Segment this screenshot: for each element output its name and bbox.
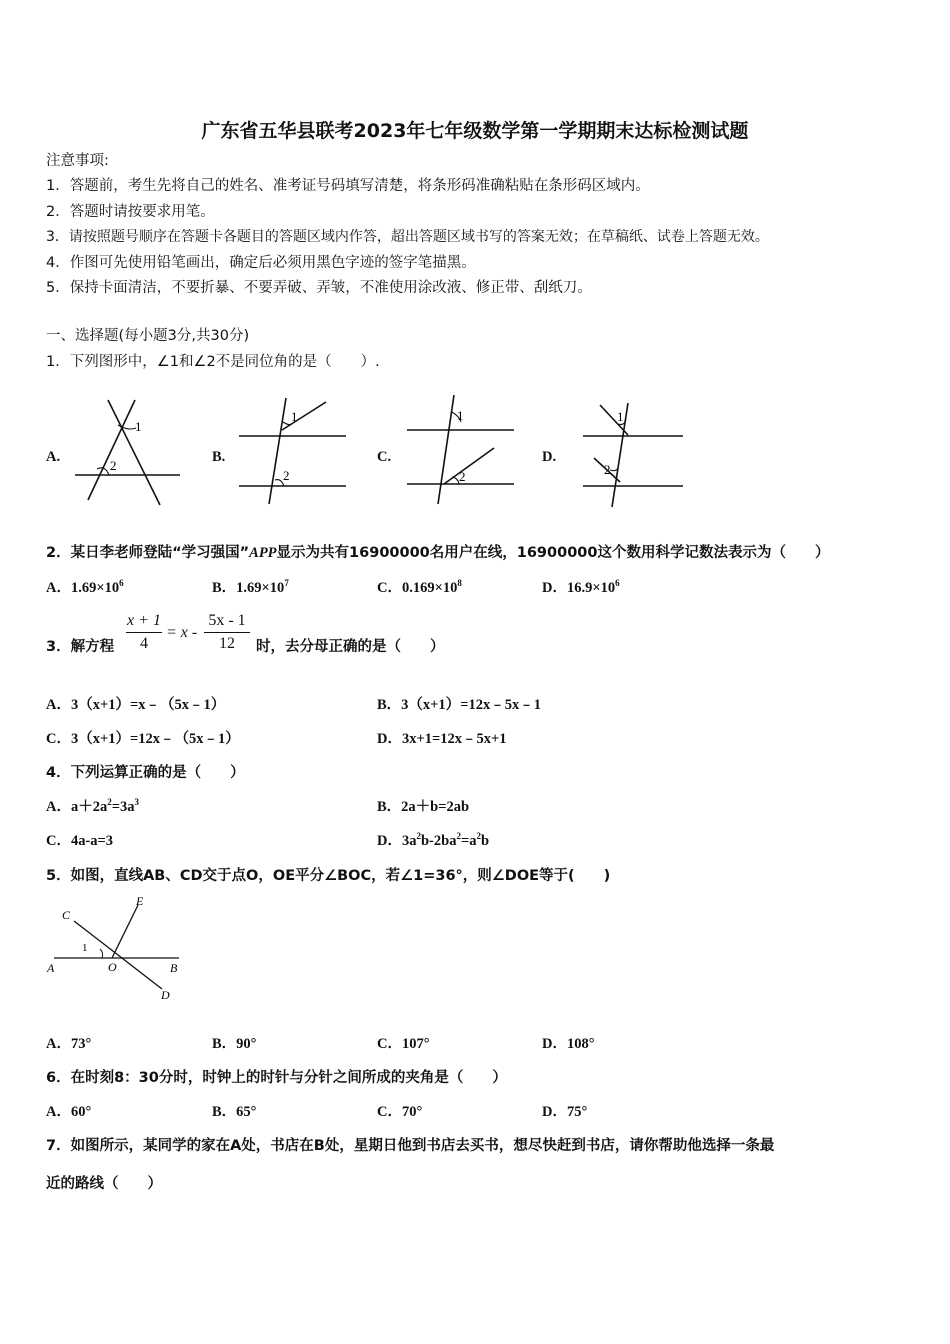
- page-title: 广东省五华县联考2023年七年级数学第一学期期末达标检测试题: [201, 120, 749, 142]
- q3-stem-post: 时，去分母正确的是（ ）: [256, 639, 445, 655]
- q1c-angle-1: 1: [457, 408, 464, 423]
- q6-option-d[interactable]: D．75°: [542, 1104, 588, 1120]
- q1b-angle-1: 1: [291, 409, 298, 424]
- q1-figure-d: [580, 400, 690, 510]
- q1-figure-c: [404, 392, 519, 507]
- q3-option-c[interactable]: C．3（x+1）=12x﹣（5x﹣1）: [46, 731, 240, 747]
- q3-equals: = x -: [166, 624, 198, 641]
- q1a-angle-2: 2: [110, 458, 117, 473]
- notice-item-4: 4．作图可先使用铅笔画出，确定后必须用黑色字迹的签字笔描黑。: [46, 255, 476, 271]
- q3-option-a[interactable]: A．3（x+1）=x﹣（5x﹣1）: [46, 697, 226, 713]
- q4-option-d[interactable]: D．$3a^2b-2ba^2=a^2b$: [377, 831, 490, 849]
- q7-stem-line1: 7．如图所示，某同学的家在A处，书店在B处，星期日他到书店去买书，想尽快赶到书店，请你帮助他选择一条最: [46, 1138, 775, 1154]
- q4-option-c[interactable]: C．4a-a=3: [46, 833, 114, 849]
- q3-option-b[interactable]: B．3（x+1）=12x﹣5x﹣1: [377, 697, 541, 713]
- q5-option-a[interactable]: A．73°: [46, 1036, 92, 1052]
- q5-label-1: 1: [82, 942, 88, 954]
- q2-stem: 2．某日李老师登陆“学习强国”APP显示为共有16900000名用户在线，16900000这个数用科学记数法表示为（ ）: [46, 545, 830, 561]
- q5-label-e: E: [136, 894, 144, 908]
- q5-label-d: D: [161, 988, 170, 1002]
- q1-option-c[interactable]: C.: [377, 449, 392, 465]
- q1-stem: 1．下列图形中，∠1和∠2不是同位角的是（ ）.: [46, 354, 380, 370]
- q5-option-b[interactable]: B．90°: [212, 1036, 257, 1052]
- q1-figure-a: [70, 395, 185, 510]
- q1a-angle-1: 1: [135, 419, 142, 434]
- q1-figure-b: [236, 392, 351, 507]
- q1-option-b[interactable]: B.: [212, 449, 226, 465]
- q1d-angle-1: 1: [617, 409, 624, 424]
- q3-stem-pre: 3．解方程: [46, 639, 115, 655]
- notice-item-2: 2．答题时请按要求用笔。: [46, 204, 215, 220]
- q5-label-c: C: [62, 908, 71, 922]
- q5-option-d[interactable]: D．108°: [542, 1036, 595, 1052]
- q1d-angle-2: 2: [604, 462, 611, 477]
- q4-option-b[interactable]: B．2a＋b=2ab: [377, 799, 470, 815]
- q5-label-o: O: [108, 960, 117, 974]
- q6-option-b[interactable]: B．65°: [212, 1104, 257, 1120]
- q5-figure: [44, 893, 194, 1008]
- q7-stem-line2: 近的路线（ ）: [46, 1176, 162, 1192]
- section-heading: 一、选择题(每小题3分,共30分): [46, 328, 250, 344]
- q2-option-d[interactable]: D．$16.9\times 10^6$: [542, 578, 620, 596]
- q2-option-b[interactable]: B．$1.69\times 10^7$: [212, 578, 289, 596]
- q5-option-c[interactable]: C．107°: [377, 1036, 430, 1052]
- q5-label-b: B: [170, 961, 178, 975]
- q1-option-d[interactable]: D.: [542, 449, 557, 465]
- q1b-angle-2: 2: [283, 468, 290, 483]
- q2-option-a[interactable]: A．$1.69\times 10^6$: [46, 578, 124, 596]
- q1-option-a[interactable]: A.: [46, 449, 61, 465]
- q5-stem: 5．如图，直线AB、CD交于点O，OE平分∠BOC，若∠1=36°，则∠DOE等于( ): [46, 868, 611, 884]
- q4-stem: 4．下列运算正确的是（ ）: [46, 765, 245, 781]
- q6-option-a[interactable]: A．60°: [46, 1104, 92, 1120]
- q6-option-c[interactable]: C．70°: [377, 1104, 423, 1120]
- notice-heading: 注意事项:: [46, 153, 109, 169]
- q4-option-a[interactable]: A．$a+2a^2=3a^3$: [46, 797, 139, 815]
- notice-item-3: 3．请按照题号顺序在答题卡各题目的答题区域内作答，超出答题区域书写的答案无效；在草稿纸、试卷上答题无效。: [46, 229, 769, 245]
- q1c-angle-2: 2: [459, 469, 466, 484]
- q3-option-d[interactable]: D．3x+1=12x﹣5x+1: [377, 731, 507, 747]
- q3-fraction-2: 5x - 1 12: [204, 612, 250, 653]
- q5-label-a: A: [47, 961, 55, 975]
- q6-stem: 6．在时刻8：30分时，时钟上的时针与分针之间所成的夹角是（ ）: [46, 1070, 507, 1086]
- q3-fraction-1: x + 1 4: [127, 612, 161, 652]
- notice-item-5: 5．保持卡面清洁，不要折暴、不要弄破、弄皱，不准使用涂改液、修正带、刮纸刀。: [46, 280, 592, 296]
- q2-option-c[interactable]: C．$0.169\times 10^8$: [377, 578, 462, 596]
- notice-item-1: 1．答题前，考生先将自己的姓名、准考证号码填写清楚，将条形码准确粘贴在条形码区域内。: [46, 178, 650, 194]
